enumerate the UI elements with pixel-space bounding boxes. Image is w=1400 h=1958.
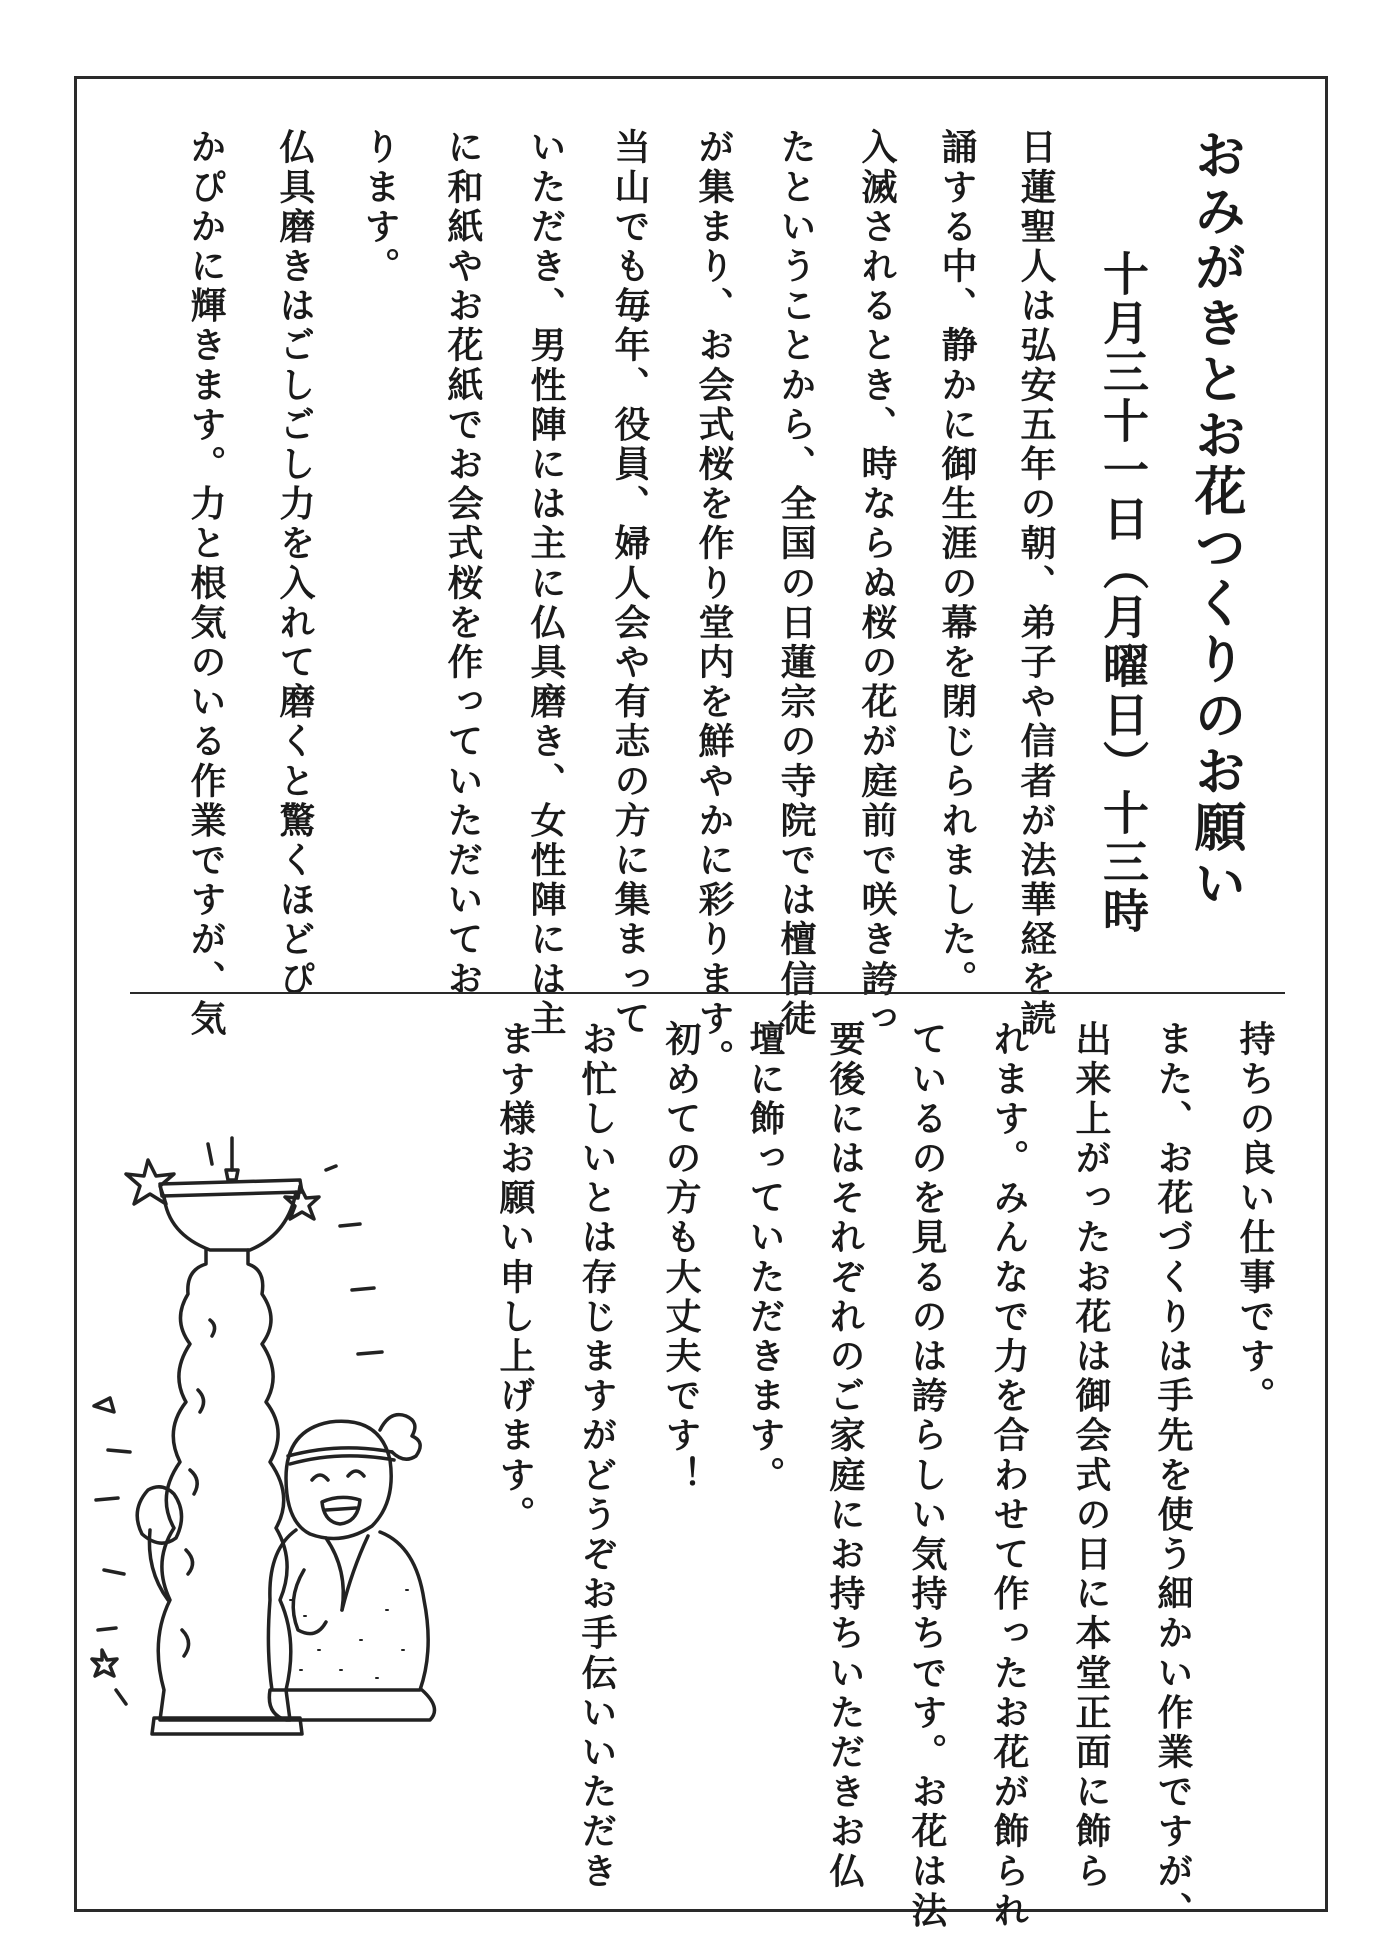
- polishing-illustration: [90, 1130, 510, 1750]
- body-column: ているのを見るのは誇らしい気持ちです。お花は法: [906, 1020, 948, 1931]
- body-column: ります。: [359, 128, 401, 287]
- body-column: が集まり、お会式桜を作り堂内を鮮やかに彩ります。: [693, 128, 735, 1079]
- body-column: 初めての方も大丈夫です！: [660, 1020, 702, 1496]
- body-column: 誦する中、静かに御生涯の幕を閉じられました。: [936, 128, 978, 1000]
- body-column: かぴかに輝きます。力と根気のいる作業ですが、気: [185, 128, 227, 1039]
- body-column: たということから、全国の日蓮宗の寺院では檀信徒: [775, 128, 817, 1039]
- page-title: おみがきとお花つくりのお願い: [1185, 128, 1246, 912]
- body-column: 壇に飾っていただきます。: [744, 1020, 786, 1496]
- body-column: 当山でも毎年、役員、婦人会や有志の方に集まって: [609, 128, 651, 1039]
- section-divider: [130, 992, 1285, 994]
- body-column: に和紙やお花紙でお会式桜を作っていただいてお: [442, 128, 484, 1000]
- body-column: また、お花づくりは手先を使う細かい作業ですが、: [1152, 1020, 1194, 1931]
- body-column: ます様お願い申し上げます。: [494, 1020, 536, 1535]
- body-column: お忙しいとは存じますがどうぞお手伝いいただき: [576, 1020, 618, 1892]
- event-date-time: 十月三十一日（月曜日）十三時: [1096, 250, 1150, 936]
- body-column: 仏具磨きはごしごし力を入れて磨くと驚くほどぴ: [274, 128, 316, 1000]
- body-column: いただき、男性陣には主に仏具磨き、女性陣には主: [525, 128, 567, 1039]
- body-column: 入滅されるとき、時ならぬ桜の花が庭前で咲き誇っ: [856, 128, 898, 1039]
- body-column: 持ちの良い仕事です。: [1234, 1020, 1276, 1416]
- sparkle-icon: [92, 1650, 117, 1676]
- body-column: れます。みんなで力を合わせて作ったお花が飾られ: [988, 1020, 1030, 1931]
- body-column: 日蓮聖人は弘安五年の朝、弟子や信者が法華経を読: [1015, 128, 1057, 1039]
- body-column: 出来上がったお花は御会式の日に本堂正面に飾ら: [1070, 1020, 1112, 1892]
- body-column: 要後にはそれぞれのご家庭にお持ちいただきお仏: [824, 1020, 866, 1892]
